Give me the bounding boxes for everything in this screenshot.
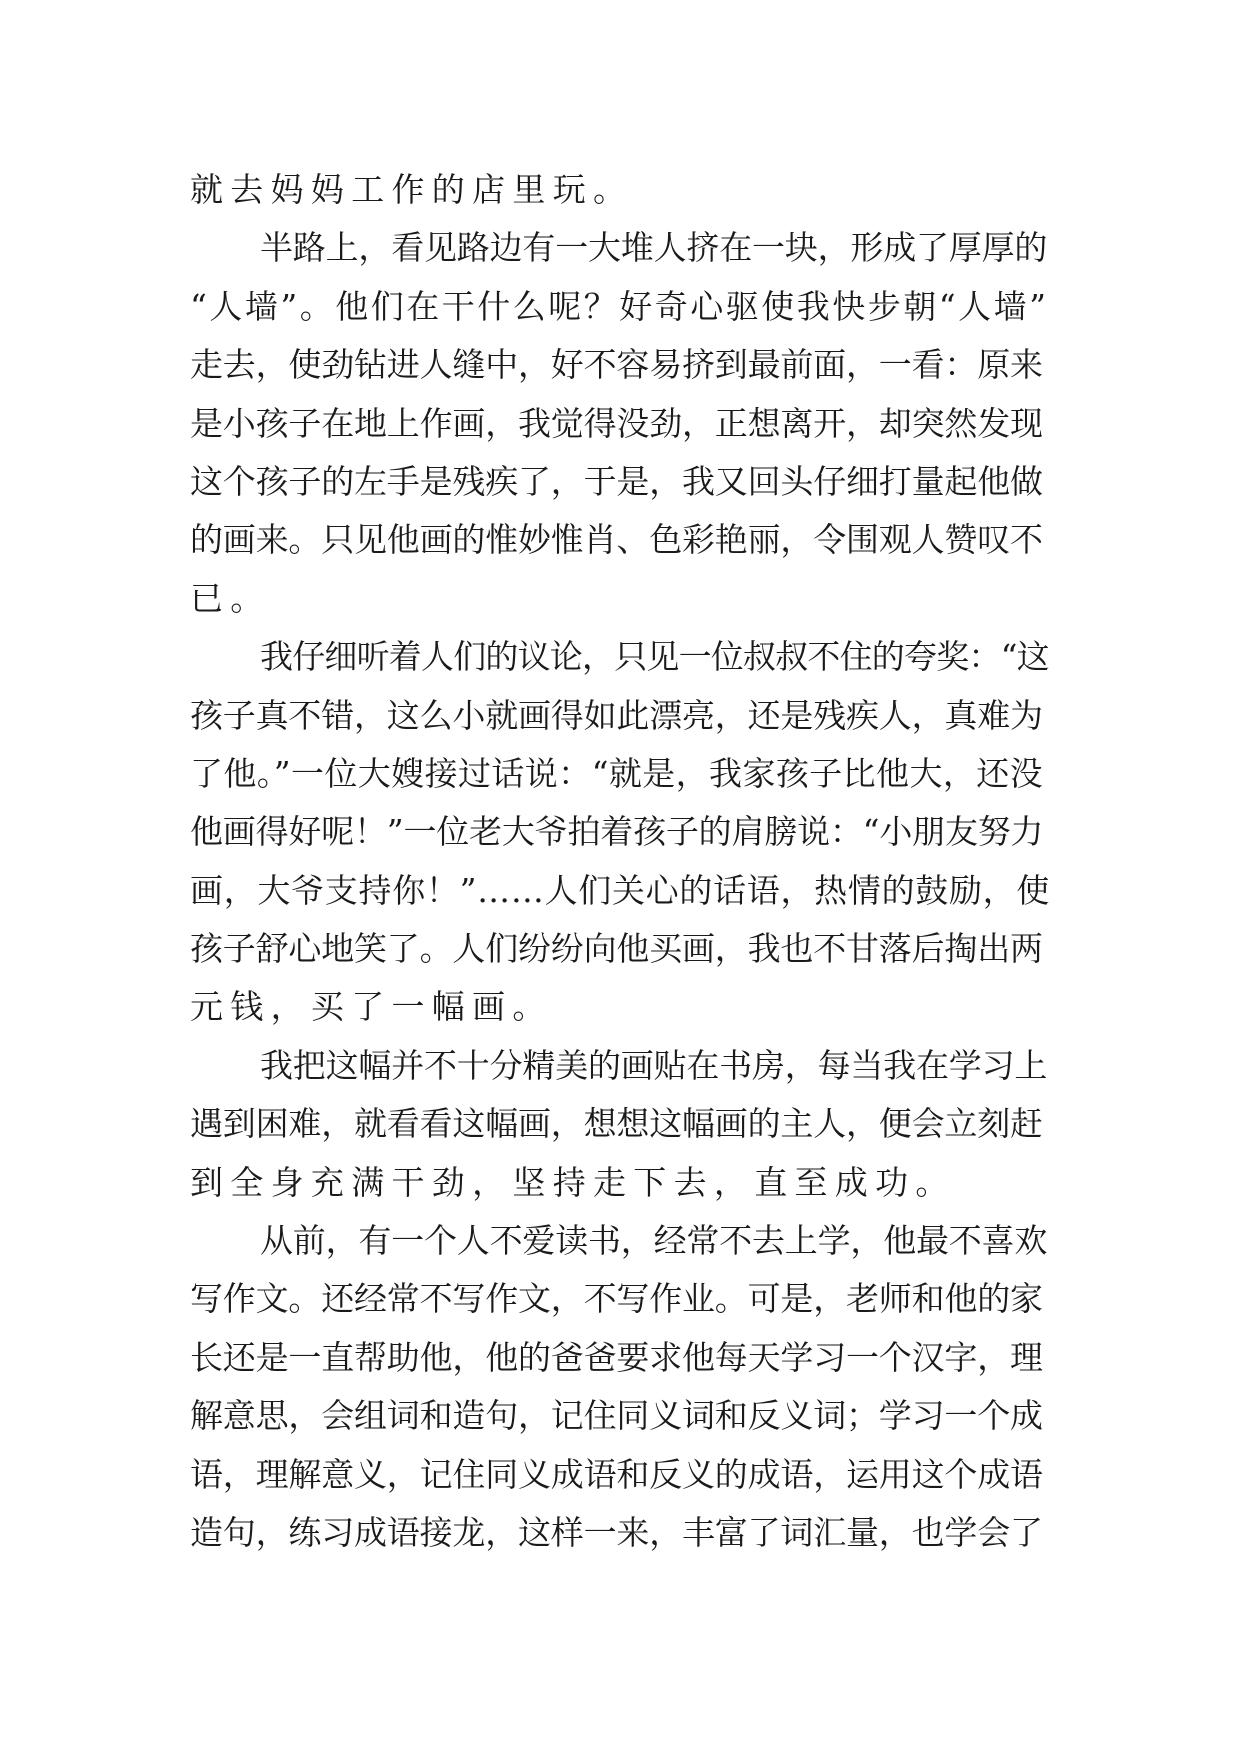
paragraph-first-line: 半路上，看见路边有一大堆人挤在一块，形成了厚厚的 bbox=[260, 228, 1048, 268]
text-line: 孩子舒心地笑了。人们纷纷向他买画，我也不甘落后掏出两 bbox=[190, 929, 1043, 969]
text-line: 写作文。还经常不写作文，不写作业。可是，老师和他的家 bbox=[190, 1279, 1043, 1319]
text-line: 他画得好呢！”一位老大爷拍着孩子的肩膀说：“小朋友努力 bbox=[190, 812, 1044, 852]
body-text bbox=[190, 161, 1050, 1562]
text-line: 画，大爷支持你！”……人们关心的话语，热情的鼓励，使 bbox=[190, 870, 1051, 910]
text-line: 元钱，买了一幅画。 bbox=[190, 987, 553, 1027]
text-line: 这个孩子的左手是残疾了，于是，我又回头仔细打量起他做 bbox=[190, 461, 1043, 501]
text-line: 遇到困难，就看看这幅画，想想这幅画的主人，便会立刻赶 bbox=[190, 1104, 1043, 1144]
text-line: 解意思，会组词和造句，记住同义词和反义词；学习一个成 bbox=[190, 1396, 1043, 1436]
paragraph-first-line: 我把这幅并不十分精美的画贴在书房，每当我在学习上 bbox=[260, 1045, 1048, 1085]
text-line: 到全身充满干劲，坚持走下去，直至成功。 bbox=[190, 1162, 956, 1202]
paragraph-first-line: 从前，有一个人不爱读书，经常不去上学，他最不喜欢 bbox=[260, 1221, 1048, 1261]
text-line: 就去妈妈工作的店里玩。 bbox=[190, 170, 634, 209]
text-line: 孩子真不错，这么小就画得如此漂亮，还是残疾人，真难为 bbox=[190, 695, 1043, 735]
paragraph-first-line: 我仔细听着人们的议论，只见一位叔叔不住的夸奖：“这 bbox=[260, 637, 1049, 677]
text-line: “人墙”。他们在干什么呢？好奇心驱使我快步朝“人墙” bbox=[190, 286, 1049, 326]
text-line: 长还是一直帮助他，他的爸爸要求他每天学习一个汉字，理 bbox=[190, 1337, 1043, 1377]
text-line: 已。 bbox=[190, 578, 271, 618]
text-line: 走去，使劲钻进人缝中，好不容易挤到最前面，一看：原来 bbox=[190, 345, 1043, 385]
text-line: 了他。”一位大嫂接过话说：“就是，我家孩子比他大，还没 bbox=[190, 753, 1044, 793]
text-line: 是小孩子在地上作画，我觉得没劲，正想离开，却突然发现 bbox=[190, 403, 1043, 443]
text-line: 的画来。只见他画的惟妙惟肖、色彩艳丽，令围观人赞叹不 bbox=[190, 520, 1043, 560]
text-line: 语，理解意义，记住同义成语和反义的成语，运用这个成语 bbox=[190, 1454, 1043, 1494]
text-line: 造句，练习成语接龙，这样一来，丰富了词汇量，也学会了 bbox=[190, 1512, 1043, 1552]
